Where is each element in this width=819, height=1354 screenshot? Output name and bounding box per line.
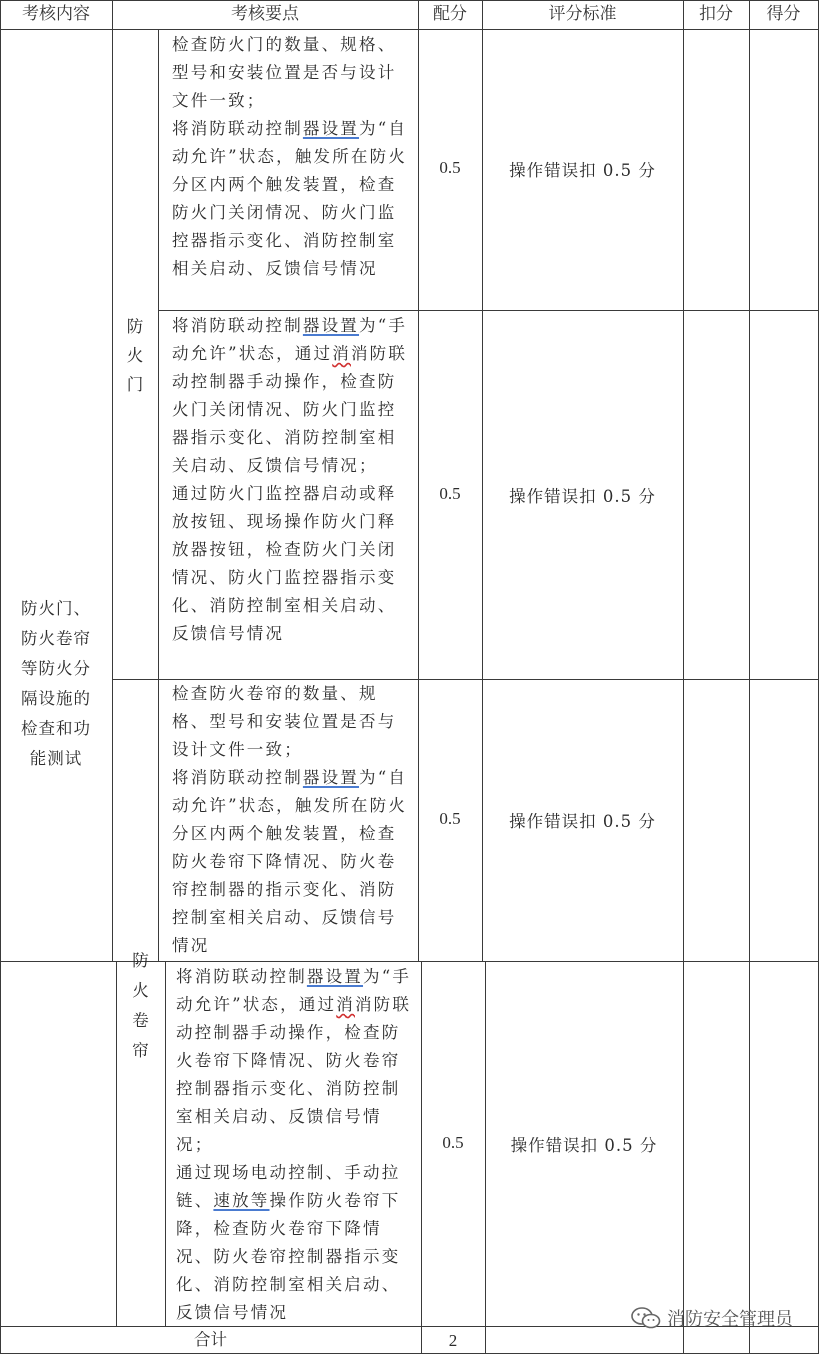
table-row-3-score: 0.5	[439, 809, 461, 828]
header-divider	[0, 29, 819, 30]
col-line-sub	[112, 29, 113, 961]
table-row-1-standard: 操作错误扣 0.5 分	[509, 161, 656, 180]
col-line-score-lower	[421, 961, 422, 1354]
table-row-2-points: 将消防联动控制器设置为“手动允许”状态，通过消消防联动控制器手动操作，检查防火门关闭情况、防火门监控器指示变化、消防控制室相关启动、反馈信号情况； 通过防火门监控器启动或释放按钮、现场操作防火门释放器按钮，检查防火门关闭情况、防火门监控器指示变化、消防控制室相关启动、反馈信号情况	[172, 316, 408, 643]
table-row-3-standard: 操作错误扣 0.5 分	[509, 812, 656, 831]
category-label: 防火门、 防火卷帘 等防火分 隔设施的 检查和功 能测试	[21, 599, 91, 768]
watermark-text: 消防安全管理员	[667, 1309, 793, 1330]
watermark	[631, 1305, 793, 1331]
total-label: 合计	[194, 1330, 227, 1349]
row-divider-1	[158, 310, 819, 311]
wechat-icon	[631, 1307, 661, 1329]
table-row-1-score: 0.5	[439, 158, 461, 177]
header-score: 配分	[433, 4, 467, 24]
sub-item-fire-door: 防 火 门	[126, 317, 144, 394]
sub-item-fire-shutter: 防 火 卷 帘	[132, 951, 149, 1060]
col-line-got	[749, 0, 750, 1354]
col-line-deduct	[683, 0, 684, 1354]
table-row-3-points: 检查防火卷帘的数量、规格、型号和安装位置是否与设计文件一致； 将消防联动控制器设置为“自动允许”状态，触发所在防火分区内两个触发装置，检查防火卷帘下降情况、防火卷帘控制器的指示变化、消防控制室相关启动、反馈信号情况	[172, 684, 408, 955]
col-line-points	[158, 29, 159, 961]
header-standard: 评分标准	[548, 4, 617, 24]
table-row-1-points: 检查防火门的数量、规格、型号和安装位置是否与设计文件一致； 将消防联动控制器设置为“自动允许”状态，触发所在防火分区内两个触发装置，检查防火门关闭情况、防火门监控器指示变化、消防控制室相关启动、反馈信号情况	[172, 35, 408, 278]
table-row-4-score: 0.5	[442, 1133, 464, 1152]
table-row-4-standard: 操作错误扣 0.5 分	[510, 1136, 658, 1155]
header-content: 考核内容	[22, 4, 90, 24]
col-line-points-lower	[165, 961, 166, 1326]
header-deduct: 扣分	[699, 4, 733, 24]
col-line-standard-lower	[485, 961, 486, 1354]
header-got: 得分	[766, 4, 801, 24]
table-row-2-score: 0.5	[439, 484, 461, 503]
table-row-4-points: 将消防联动控制器设置为“手动允许”状态，通过消消防联动控制器手动操作，检查防火卷帘下降情况、防火卷帘控制器指示变化、消防控制室相关启动、反馈信号情况； 通过现场电动控制、手动拉链、速放等操作防火卷帘下降，检查防火卷帘下降情况、防火卷帘控制器指示变化、消防控制室相关启动、反馈信号情况	[176, 967, 412, 1322]
table-row-2-standard: 操作错误扣 0.5 分	[509, 487, 656, 506]
total-score: 2	[448, 1331, 458, 1350]
header-points: 考核要点	[231, 4, 299, 24]
